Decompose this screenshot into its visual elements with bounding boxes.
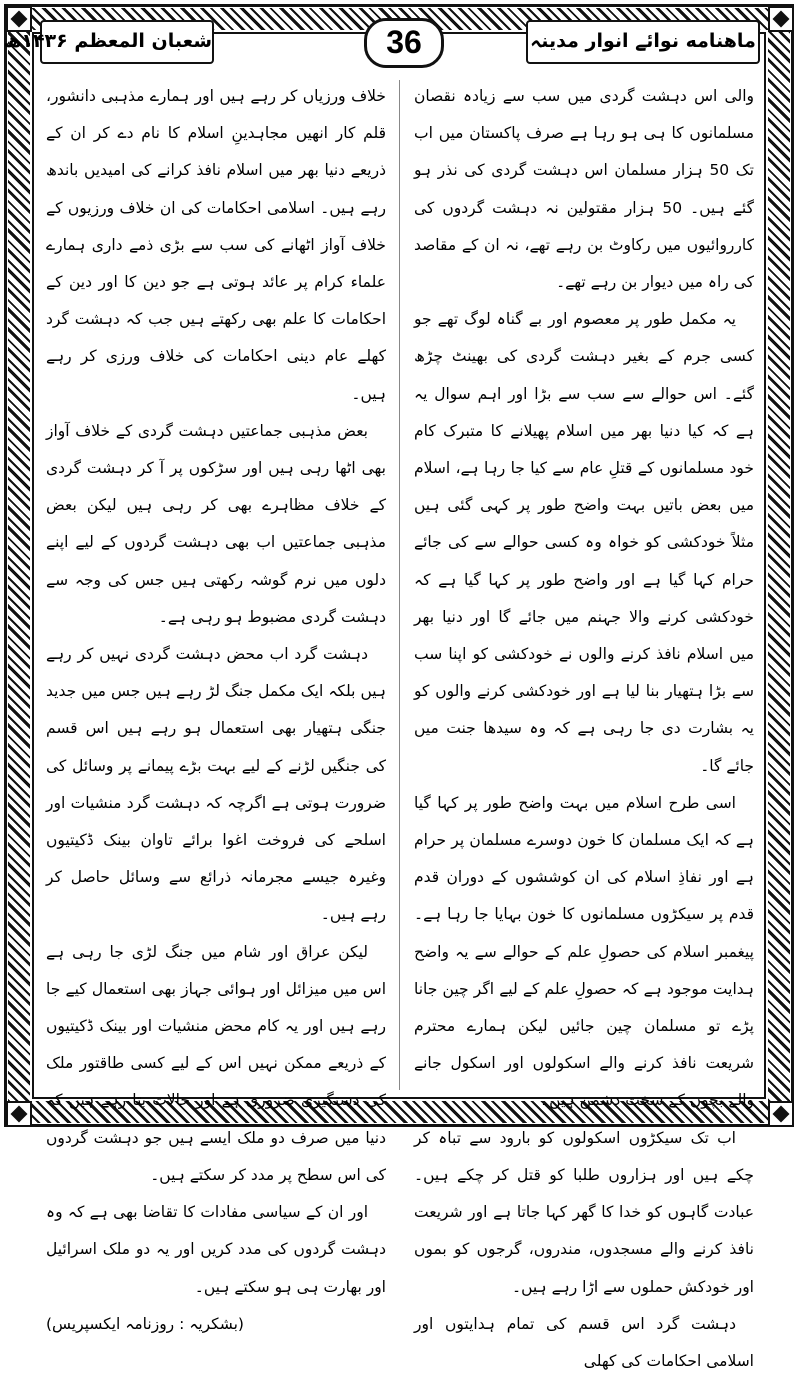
paragraph: اور ان کے سیاسی مفادات کا تقاضا بھی ہے کہ وہ دہشت گردوں کی مدد کریں اور یہ دو ملک اسرائیل اور بھارت ہی ہو سکتے ہیں۔ [46, 1203, 386, 1296]
corner-ornament-bottom-right [768, 1101, 794, 1127]
paragraph: یہ مکمل طور پر معصوم اور بے گناہ لوگ تھے جو کسی جرم کے بغیر دہشت گردی کی بھینٹ چڑھ گئے۔ اس حوالے سے سب سے بڑا اور اہم سوال یہ ہے کہ کیا دنیا بھر میں اسلام پھیلانے کا متبرک کام خود مسلمانوں کے قتلِ عام سے کیا جا رہا ہے، اسلام میں بعض باتیں بہت واضح طور پر کہی گئی ہیں مثلاً خودکشی کو خواہ وہ کسی حوالے سے کی جائے حرام کہا گیا ہے اور واضح طور پر کہا گیا ہے کہ خودکشی کرنے والا جہنم میں جائے گا اور دنیا بھر میں اسلام نافذ کرنے والوں نے خودکشی کو اپنا سب سے بڑا ہتھیار بنا لیا ہے اور خودکشی کرنے والوں کو یہ بشارت دی جا رہی ہے کہ وہ سیدھا جنت میں جائے گا۔ [414, 310, 754, 775]
paragraph: دہشت گرد اس قسم کی تمام ہدایتوں اور اسلامی احکامات کی کھلی [414, 1314, 754, 1370]
corner-ornament-top-right [768, 6, 794, 32]
paragraph: والی اس دہشت گردی میں سب سے زیادہ نقصان مسلمانوں کا ہی ہو رہا ہے صرف پاکستان میں اب تک 50 ہزار مسلمان اس دہشت گردی کی نذر ہو گئے ہیں۔ 50 ہزار مقتولین نہ دہشت گردوں کی کارروائیوں میں رکاوٹ بن رہے تھے، نہ ان کے مقاصد کی راہ میں دیوار بن رہے تھے۔ [414, 87, 754, 292]
right-column [414, 78, 754, 1380]
paragraph: خلاف ورزیاں کر رہے ہیں اور ہمارے مذہبی دانشور، قلم کار انھیں مجاہدینِ اسلام کا نام دے کر ان کے ذریعے دنیا بھر میں اسلام نافذ کرانے کی امیدیں باندھ رہے ہیں۔ اسلامی احکامات کی ان خلاف ورزیوں کے خلاف آواز اٹھانے کی سب سے بڑی ذمے داری ہمارے علماء کرام پر عائد ہوتی ہے جو دین کا اور دین کے احکامات کا علم بھی رکھتے ہیں جب کہ دہشت گرد کھلے عام دینی احکامات کی خلاف ورزی کر رہے ہیں۔ [46, 87, 386, 403]
paragraph: لیکن عراق اور شام میں جنگ لڑی جا رہی ہے اس میں میزائل اور ہوائی جہاز بھی استعمال کیے جا رہے ہیں اور یہ کام محض منشیات اور بینک ڈکیتیوں کے ذریعے ممکن نہیں اس کے لیے کسی طاقتور ملک کی دستگیری ضروری ہے اور حالات بتا رہے ہیں کہ دنیا میں صرف دو ملک ایسے ہیں جو دہشت گردوں کی اس سطح پر مدد کر سکتے ہیں۔ [46, 942, 386, 1184]
column-divider [399, 80, 400, 1090]
page-header [3, 14, 760, 66]
paragraph: بعض مذہبی جماعتیں دہشت گردی کے خلاف آواز بھی اٹھا رہی ہیں اور سڑکوں پر آ کر دہشت گردی کے خلاف مظاہرے بھی کر رہی ہیں لیکن بعض مذہبی جماعتیں اب بھی دہشت گردوں کے لیے اپنے دلوں میں نرم گوشہ رکھتی ہیں جس کی وجہ سے دہشت گردی مضبوط ہو رہی ہے۔ [46, 421, 386, 626]
paragraph: اسی طرح اسلام میں بہت واضح طور پر کہا گیا ہے کہ ایک مسلمان کا خون دوسرے مسلمان پر حرام ہے اور نفاذِ اسلام کی ان کوششوں کے دوران قدم قدم پر سیکڑوں مسلمانوں کا خون بہایا جا رہا ہے۔ پیغمبر اسلام کی حصولِ علم کے حوالے سے یہ واضح ہدایت موجود ہے کہ حصولِ علم کے لیے اگر چین جانا پڑے تو مسلمان چین جائیں لیکن ہمارے محترم شریعت نافذ کرنے والے اسکولوں اور اسکول جانے والے بچوں کے سخت دشمن ہیں۔ [414, 793, 754, 1110]
left-column [46, 78, 386, 1343]
corner-ornament-bottom-left [6, 1101, 32, 1127]
issue-date: شعبان المعظم ۱۴۳۶ھ [40, 20, 214, 64]
source-credit: (بشکریہ : روزنامہ ایکسپریس) [46, 1314, 244, 1333]
page-number: 36 [364, 18, 444, 68]
paragraph: دہشت گرد اب محض دہشت گردی نہیں کر رہے ہیں بلکہ ایک مکمل جنگ لڑ رہے ہیں جس میں جدید جنگی ہتھیار بھی استعمال ہو رہے ہیں اس قسم کی جنگیں لڑنے کے لیے بہت بڑے پیمانے پر وسائل کی ضرورت ہوتی ہے اگرچہ کہ دہشت گرد منشیات اور اسلحے کی فروخت اغوا برائے تاوان بینک ڈکیتیوں وغیرہ جیسے مجرمانہ ذرائع سے وسائل حاصل کر رہے ہیں۔ [46, 645, 386, 924]
magazine-title: ماهنامه نوائے انوار مدینہ [526, 20, 760, 64]
paragraph: اب تک سیکڑوں اسکولوں کو بارود سے تباہ کر چکے ہیں اور ہزاروں طلبا کو قتل کر چکے ہیں۔ عبادت گاہوں کو خدا کا گھر کہا جاتا ہے اور شریعت نافذ کرنے والے مسجدوں، مندروں، گرجوں کو بموں اور خودکش حملوں سے اڑا رہے ہیں۔ [414, 1128, 754, 1296]
